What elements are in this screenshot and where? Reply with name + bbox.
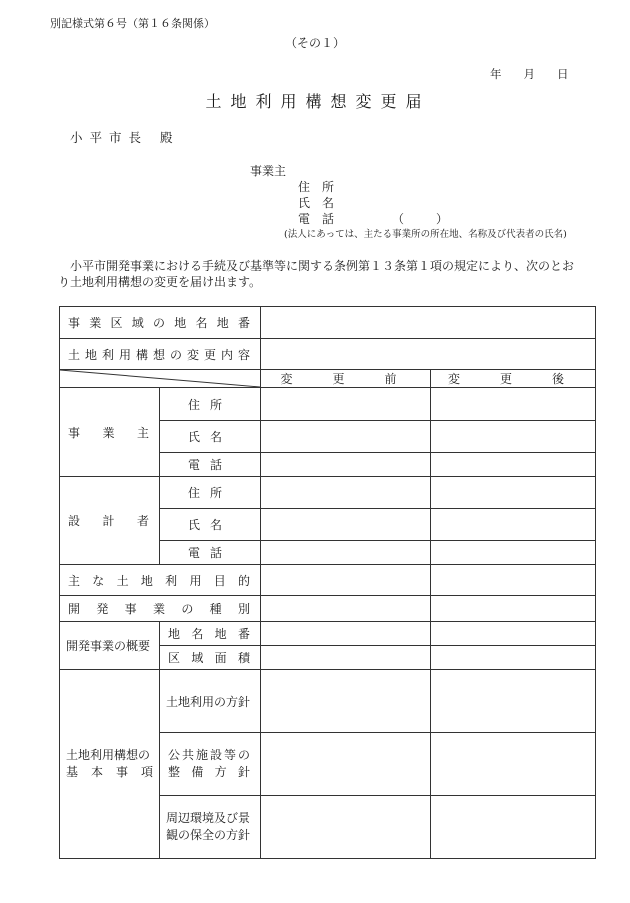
owner-phone-label: 電話 <box>160 453 261 477</box>
outline-lot-after[interactable] <box>431 622 596 646</box>
row-owner-address <box>60 388 596 421</box>
location-label-cell <box>60 307 261 339</box>
owner-address-before[interactable] <box>261 388 431 421</box>
outline-area-label: 区域面積 <box>168 651 251 665</box>
applicant-note: (法人にあっては、主たる事業所の所在地、名称及び代表者の氏名) <box>284 229 567 240</box>
land-use-policy-after[interactable] <box>431 670 596 733</box>
basic-matters-line2: 基本事項 <box>66 765 153 779</box>
environment-line2: 観の保全の方針 <box>166 828 251 842</box>
development-type-label-cell <box>60 596 261 622</box>
addressee <box>70 128 180 146</box>
owner-name-label: 氏名 <box>160 421 261 453</box>
basic-matters-line1: 土地利用構想の <box>66 748 151 762</box>
owner-name-before[interactable] <box>261 421 431 453</box>
phone-paren-open: （ <box>392 212 405 226</box>
phone-paren-close: ） <box>436 212 449 226</box>
designer-address-before[interactable] <box>261 477 431 509</box>
outline-lot-label-cell <box>160 622 261 646</box>
diagonal-line <box>60 370 260 387</box>
designer-name-after[interactable] <box>431 509 596 541</box>
environment-line1: 周辺環境及び景 <box>166 811 251 825</box>
outline-lot-before[interactable] <box>261 622 431 646</box>
row-development-type <box>60 596 596 622</box>
development-type-label: 開発事業の種別 <box>68 602 251 616</box>
row-outline-lot <box>60 622 596 646</box>
addressee-honorific: 殿 <box>160 130 180 145</box>
environment-after[interactable] <box>431 796 596 859</box>
public-facilities-line1: 公共施設等の <box>168 748 251 762</box>
applicant-address-label: 住所 <box>298 180 347 194</box>
date-line <box>490 66 591 82</box>
owner-address-label: 住所 <box>160 388 261 421</box>
row-change-content <box>60 339 596 370</box>
owner-name-after[interactable] <box>431 421 596 453</box>
outline-area-before[interactable] <box>261 646 431 670</box>
development-type-after[interactable] <box>431 596 596 622</box>
land-use-policy-before[interactable] <box>261 670 431 733</box>
col-before-header: 変 更 前 <box>261 370 431 388</box>
location-label: 事業区域の地名地番 <box>68 316 251 330</box>
public-facilities-after[interactable] <box>431 733 596 796</box>
outline-area-after[interactable] <box>431 646 596 670</box>
designer-phone-label: 電話 <box>160 541 261 565</box>
development-outline-label: 開発事業の概要 <box>60 622 160 670</box>
business-owner-label-cell <box>60 388 160 477</box>
business-owner-label: 事業主 <box>68 425 149 440</box>
designer-label-cell <box>60 477 160 565</box>
land-use-purpose-label: 主な土地利用目的 <box>68 573 251 588</box>
row-column-headers <box>60 370 596 388</box>
designer-label: 設計者 <box>68 514 149 528</box>
row-land-use-purpose <box>60 565 596 596</box>
development-type-before[interactable] <box>261 596 431 622</box>
change-form-table <box>59 306 596 859</box>
diagonal-header-cell <box>60 370 261 388</box>
change-content-label-cell <box>60 339 261 370</box>
applicant-phone-parens <box>392 210 448 227</box>
addressee-name: 小平市長 <box>70 130 149 145</box>
land-use-purpose-label-cell <box>60 565 261 596</box>
environment-before[interactable] <box>261 796 431 859</box>
outline-lot-label: 地名地番 <box>168 627 251 641</box>
col-after-header: 変 更 後 <box>431 370 596 388</box>
applicant-heading: 事業主 <box>250 164 287 178</box>
land-use-purpose-before[interactable] <box>261 565 431 596</box>
part-label: （その１） <box>284 36 345 50</box>
change-content-value[interactable] <box>261 339 596 370</box>
row-land-use-policy <box>60 670 596 733</box>
applicant-phone-label: 電話 <box>298 212 347 226</box>
change-content-label: 土地利用構想の変更内容 <box>68 347 251 362</box>
date-day: 日 <box>557 67 569 81</box>
intro-text: 小平市開発事業における手続及び基準等に関する条例第１３条第１項の規定により、次のとおり土地利用構想の変更を届け出ます。 <box>58 259 575 289</box>
environment-label <box>160 796 261 859</box>
row-designer-address <box>60 477 596 509</box>
outline-area-label-cell <box>160 646 261 670</box>
owner-phone-after[interactable] <box>431 453 596 477</box>
designer-name-before[interactable] <box>261 509 431 541</box>
land-use-purpose-after[interactable] <box>431 565 596 596</box>
designer-address-label: 住所 <box>160 477 261 509</box>
date-month: 月 <box>523 67 535 81</box>
land-use-policy-label: 土地利用の方針 <box>160 670 261 733</box>
form-title: 土地利用構想変更届 <box>205 92 431 111</box>
row-location <box>60 307 596 339</box>
public-facilities-before[interactable] <box>261 733 431 796</box>
date-year: 年 <box>490 67 502 81</box>
designer-name-label: 氏名 <box>160 509 261 541</box>
form-number: 別記様式第６号（第１６条関係） <box>50 17 215 30</box>
designer-address-after[interactable] <box>431 477 596 509</box>
owner-address-after[interactable] <box>431 388 596 421</box>
designer-phone-after[interactable] <box>431 541 596 565</box>
public-facilities-label <box>160 733 261 796</box>
public-facilities-line2: 整備方針 <box>168 765 251 779</box>
owner-phone-before[interactable] <box>261 453 431 477</box>
designer-phone-before[interactable] <box>261 541 431 565</box>
location-value[interactable] <box>261 307 596 339</box>
applicant-name-label: 氏名 <box>298 196 347 210</box>
basic-matters-label <box>60 670 160 859</box>
